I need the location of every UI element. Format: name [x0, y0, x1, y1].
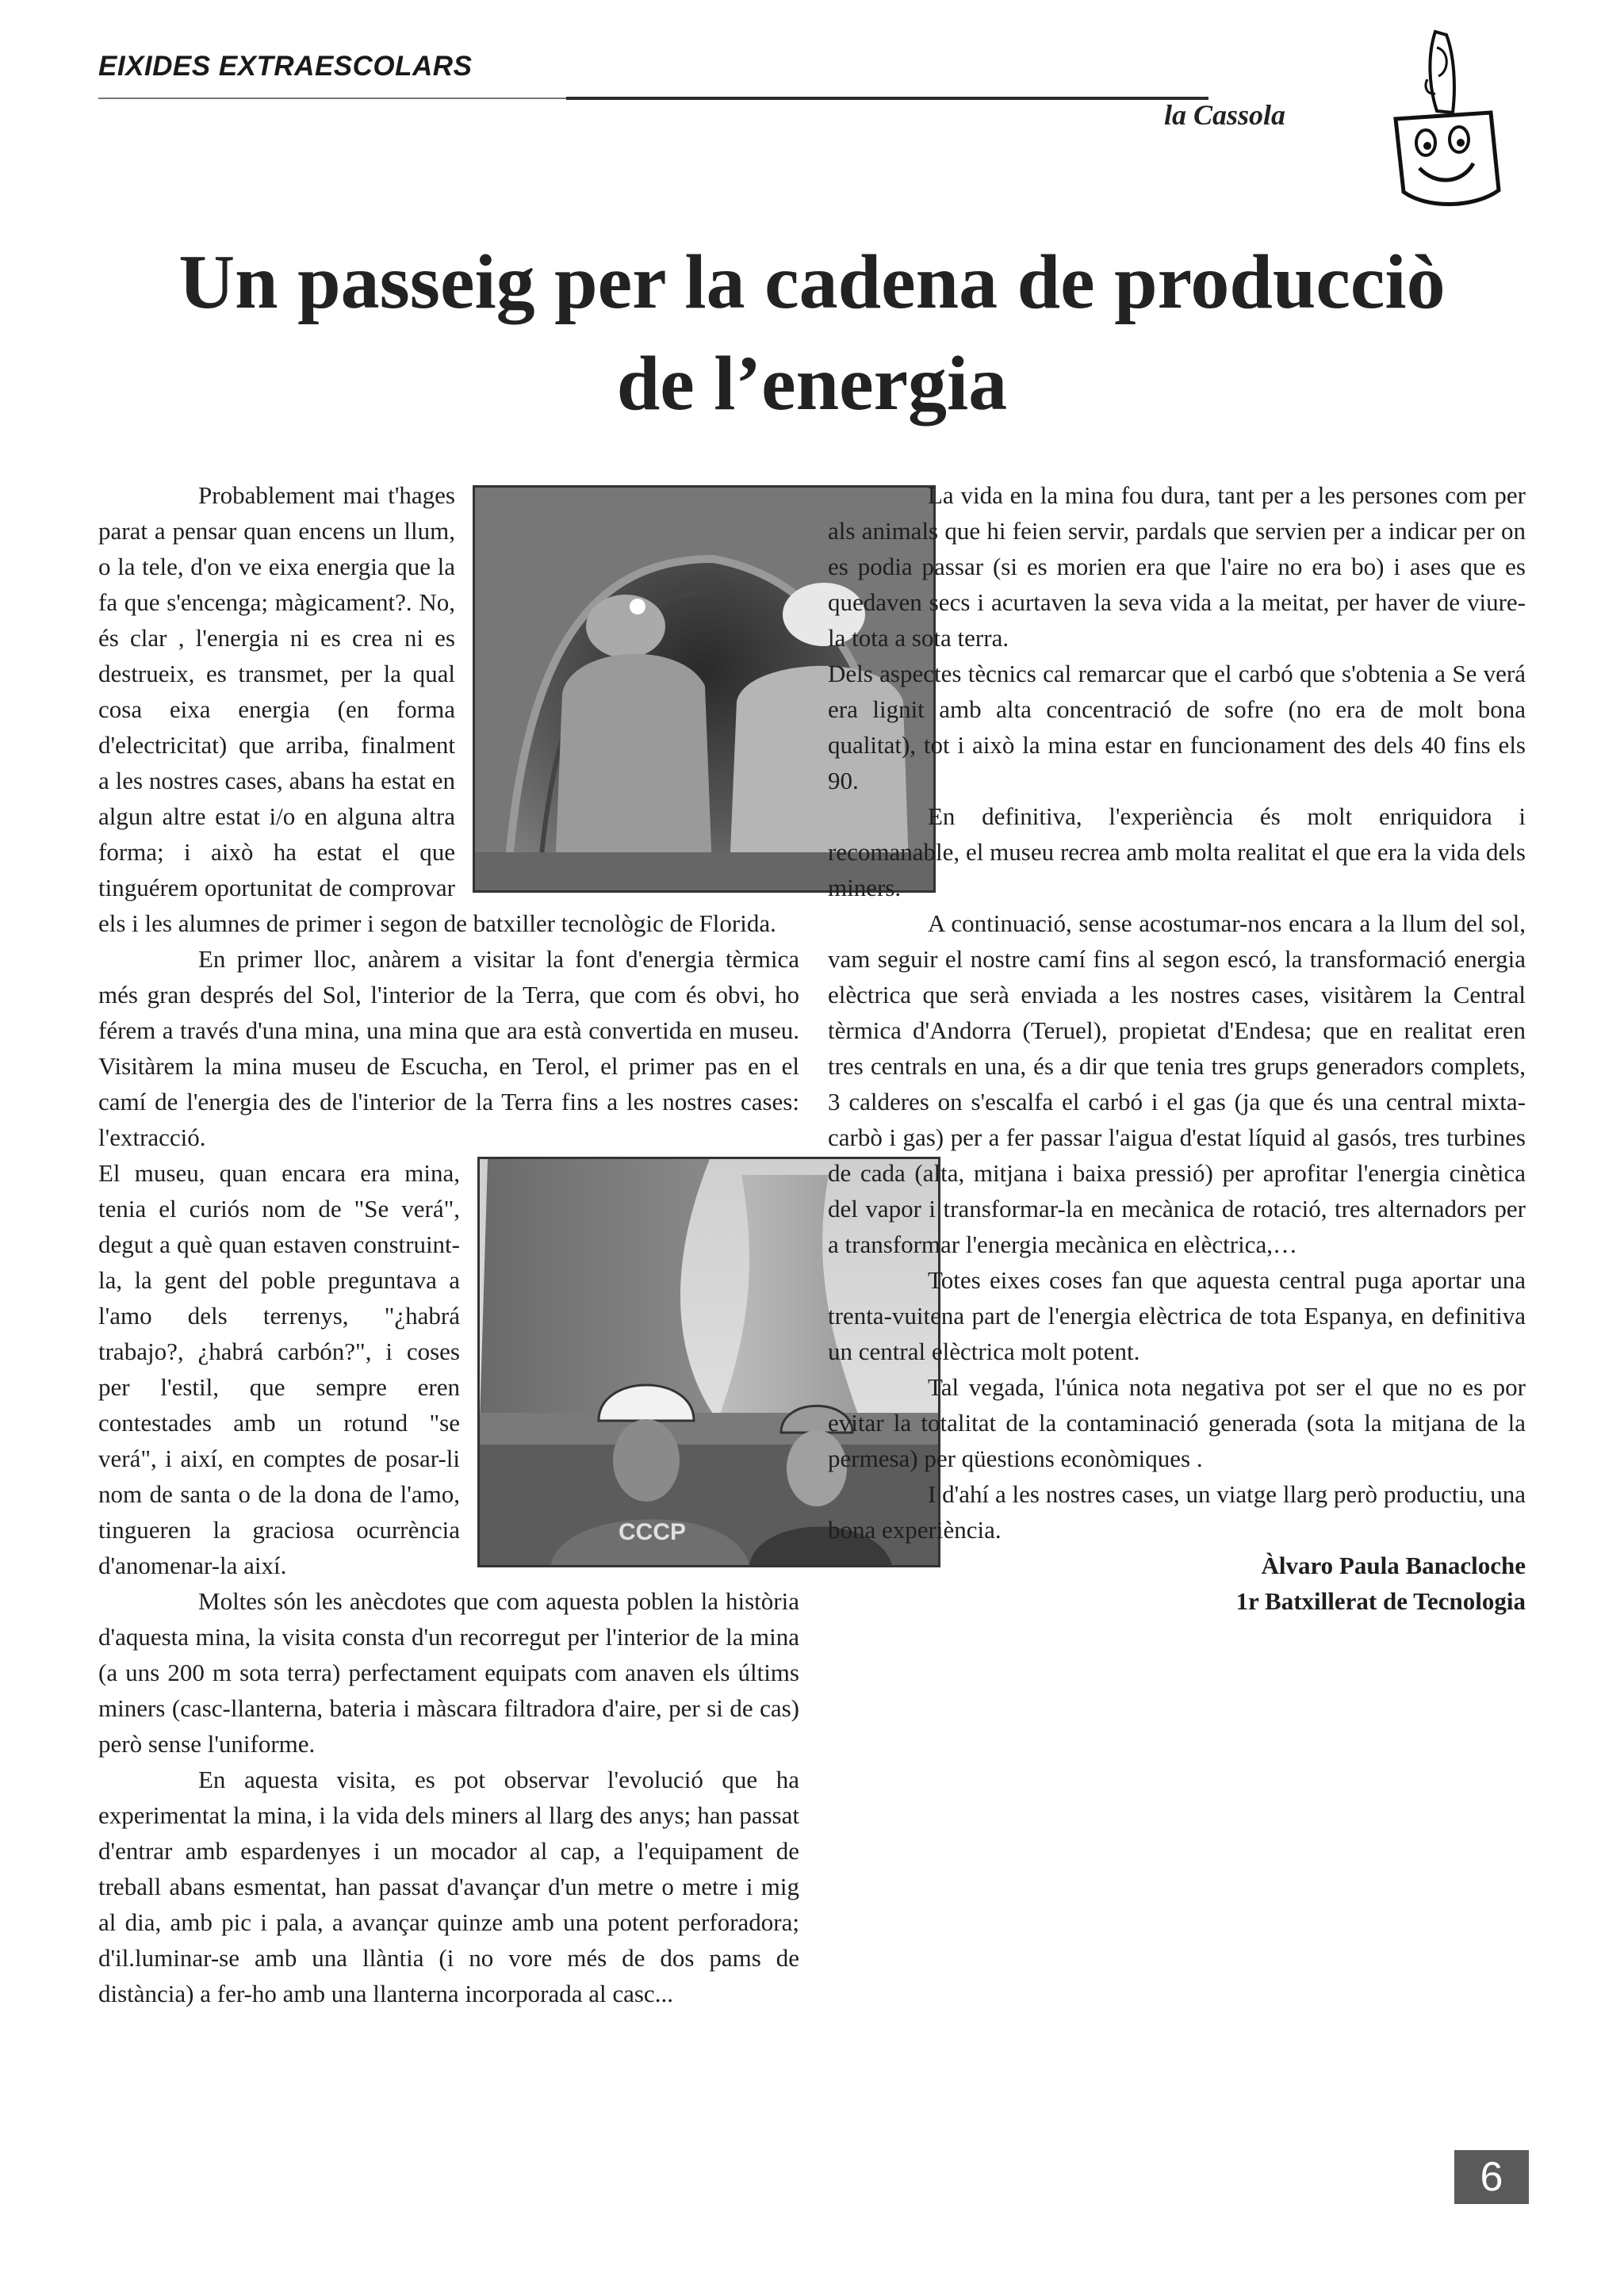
cassola-mascot-logo: [1380, 24, 1507, 214]
left-paragraph-5: En aquesta visita, es pot observar l'evolució que ha experimentat la mina, i la vida dels miners al llarg des anys; han passat d'entrar amb espardenyes i un mocador al cap, a l'equipament de treball abans esmentat, han passat d'avançar d'un metre o metre i mig al dia, amb pic i pala, a avançar quinze amb una potent perforadora; d'il.luminar-se amb una llàntia (i no vore més de dos pams de distància) a fer-ho amb una llanterna incorporada al casc...: [98, 1766, 799, 2007]
right-paragraph-1: La vida en la mina fou dura, tant per a les persones com per als animals que hi feien servir, pardals que servien per a indicar per on es podia passar (si es morien era que l'aire no era bo) i ases que es quedaven secs i acurtaven la seva vida a la meitat, per haver de viure-la tota a sota terra.: [828, 481, 1526, 652]
article-title: [79, 232, 1545, 434]
header-rule-thin: [98, 98, 566, 99]
left-paragraph-1: Probablement mai t'hages parat a pensar quan encens un llum, o la tele, d'on ve eixa energia que la fa que s'encenga; màgicament?. No, és clar , l'energia ni es crea ni es destrueix, es transmet, per la qual cosa eixa energia (en forma d'electricitat) que arriba, finalment a les nostres cases, abans ha estat en algun altre estat i/o en alguna altra forma; i això ha estat el que tinguérem oportunitat de comprovar els i les alumnes de primer i segon de batxiller tecnològic de Florida.: [98, 481, 776, 937]
magazine-brand: la Cassola: [1164, 99, 1286, 131]
left-column: [98, 477, 799, 2011]
right-paragraph-5: Totes eixes coses fan que aquesta central puga aportar una trenta-vuitena part de l'energia elèctrica de tota Espanya, en definitiva un central elèctrica molt potent.: [828, 1266, 1526, 1365]
left-paragraph-2: En primer lloc, anàrem a visitar la font d'energia tèrmica més gran després del Sol, l'interior de la Terra, que com és obvi, ho férem a través d'una mina, una mina que ara està convertida en museu. Visitàrem la mina museu de Escucha, en Terol, el primer pas en el camí de l'energia des de l'interior de la Terra fins a les nostres cases: l'extracció.: [98, 945, 799, 1151]
section-heading: EIXIDES EXTRAESCOLARS: [98, 51, 473, 82]
author-signature: Àlvaro Paula Banacloche: [1261, 1552, 1526, 1579]
plant-photo-shirt-text: CCCP: [619, 1519, 687, 1545]
header-rule-thick: [566, 97, 1208, 100]
article-title-line-2: de l’energia: [616, 341, 1008, 427]
right-paragraph-7: I d'ahí a les nostres cases, un viatge llarg però productiu, una bona experiència.: [828, 1480, 1526, 1544]
right-column: [828, 477, 1526, 1619]
author-group: 1r Batxillerat de Tecnologia: [1235, 1587, 1526, 1615]
left-paragraph-3: El museu, quan encara era mina, tenia el curiós nom de "Se verá", degut a què quan estaven construint-la, la gent del poble preguntava a l'amo dels terrenys, "¿habrá trabajo?, ¿habrá carbón?", i coses per l'estil, que sempre eren contestades amb un rotund "se verá", i així, en comptes de posar-li nom de santa o de la dona de l'amo, tingueren la graciosa ocurrència d'anomenar-la així.: [98, 1159, 460, 1579]
right-paragraph-2: Dels aspectes tècnics cal remarcar que el carbó que s'obtenia a Se verá era lignit amb alta concentració de sofre (no era de molt bona qualitat), tot i això la mina estar en funcionament des dels 40 fins els 90.: [828, 660, 1526, 794]
right-paragraph-3: En definitiva, l'experiència és molt enriquidora i recomanable, el museu recrea amb molta realitat el que era la vida dels miners.: [828, 802, 1526, 901]
article-title-line-1: Un passeig per la cadena de producciò: [178, 239, 1446, 325]
left-paragraph-4: Moltes són les anècdotes que com aquesta poblen la història d'aquesta mina, la visita consta d'un recorregut per l'interior de la mina (a uns 200 m sota terra) perfectament equipats com anaven els últims miners (casc-llanterna, bateria i màscara filtradora d'aire, per si de cas) però sense l'uniforme.: [98, 1587, 799, 1758]
right-paragraph-4: A continuació, sense acostumar-nos encara a la llum del sol, vam seguir el nostre camí fins al segon escó, la transformació energia elèctrica que serà enviada a les nostres cases, visitàrem la Central tèrmica d'Andorra (Teruel), propietat d'Endesa; que en realitat eren tres centrals en una, és a dir que tenia tres grups generadors complets, 3 calderes on s'escalfa el carbó i el gas (ja que és una central mixta-carbò i gas) per a fer passar l'aigua d'estat líquid al gasós, tres turbines de cada (alta, mitjana i baixa pressió) per aprofitar l'energia cinètica del vapor i transformar-la en mecànica de rotació, tres alternadors per a transformar l'energia mecànica en elèctrica,…: [828, 909, 1526, 1258]
right-paragraph-6: Tal vegada, l'única nota negativa pot ser el que no es por evitar la totalitat de la contaminació generada (sota la mitjana de la permesa) per qüestions econòmiques .: [828, 1373, 1526, 1472]
page-number: 6: [1454, 2150, 1529, 2204]
